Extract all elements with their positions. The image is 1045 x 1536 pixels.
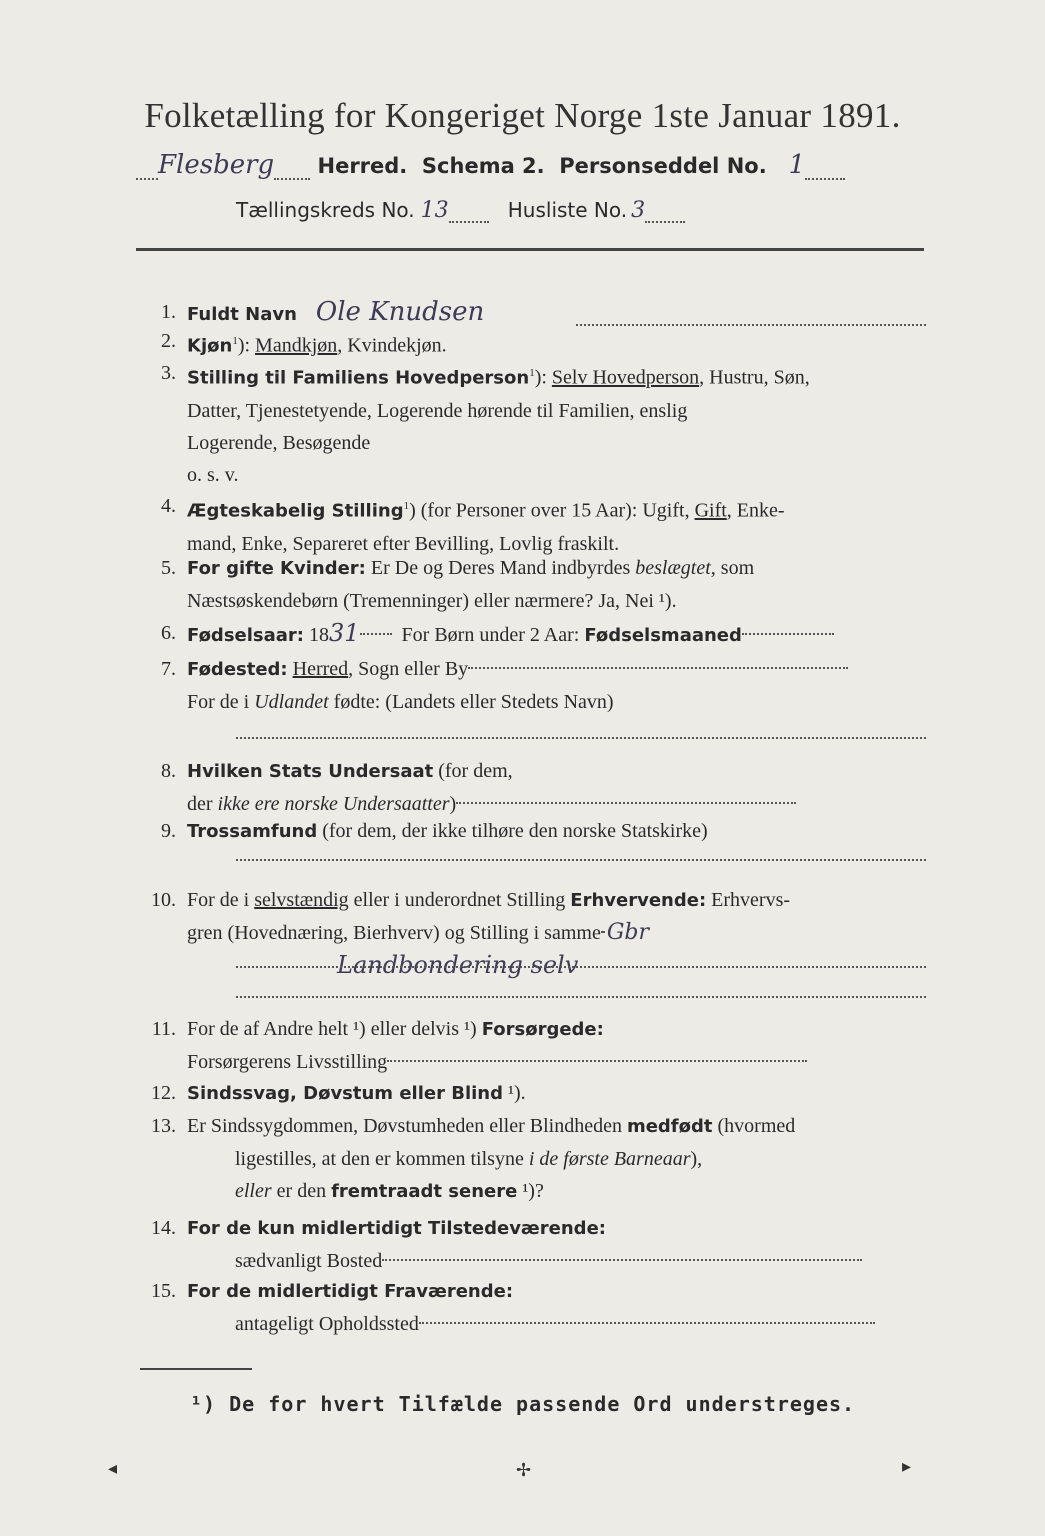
item-text: er den — [271, 1180, 332, 1202]
corner-mark-icon: ◂ — [108, 1458, 118, 1479]
item-text-italic: beslægtet, — [635, 557, 716, 579]
item-text: Er De og Deres Mand indbyrdes — [365, 557, 636, 579]
dotted-leader — [236, 966, 926, 968]
item-label: Fødselsaar: — [187, 625, 304, 646]
item-number: 11. — [151, 1018, 176, 1040]
item-label: Stilling til Familiens Hovedperson — [187, 367, 530, 389]
option-selected: Selv Hovedperson — [551, 366, 700, 389]
item-5-married-women — [136, 552, 926, 618]
personseddel-value: 1 — [788, 150, 806, 180]
dotted-leader — [236, 996, 926, 998]
dotted-leader — [468, 667, 848, 669]
footnote-ref: 1 — [403, 500, 410, 512]
dotted-leader — [382, 1259, 862, 1261]
item-text: sædvanligt Bosted — [235, 1250, 383, 1272]
item-text: Er Sindssygdommen, Døvstumheden eller Blindheden — [187, 1115, 627, 1137]
item-7-birthplace — [136, 653, 926, 743]
item-text-line: Næstsøskendebørn (Tremenninger) eller nærmere? Ja, Nei ¹). — [187, 590, 677, 612]
occupation-value-2: Landbondering selv — [337, 951, 579, 979]
header-divider — [136, 248, 924, 251]
item-text: (for dem, — [433, 760, 513, 782]
item-text-italic: Udlandet — [254, 691, 329, 713]
item-text-line: mand, Enke, Separeret efter Bevilling, Lovlig fraskilt. — [187, 532, 620, 555]
option-selected: Herred — [292, 658, 349, 680]
item-label: For de midlertidigt Fraværende: — [187, 1281, 514, 1302]
footnote-divider — [140, 1368, 252, 1370]
item-text: (hvormed — [712, 1115, 796, 1137]
item-text-line: Datter, Tjenestetyende, Logerende hørende til Familien, enslig — [187, 399, 688, 422]
item-label: Kjøn — [187, 335, 233, 357]
item-label: Hvilken Stats Undersaat — [187, 761, 434, 782]
dotted-leader — [274, 158, 310, 180]
item-text: fødte: (Landets eller Stedets Navn) — [328, 691, 614, 713]
footnote: ¹) De for hvert Tilfælde passende Ord understreges. — [190, 1392, 856, 1416]
option-selected: Mandkjøn — [255, 334, 338, 357]
item-text: ): — [534, 366, 552, 389]
dotted-leader — [387, 1060, 807, 1062]
option-selected: Gift — [694, 499, 727, 522]
item-text-italic: i de første Barneaar — [528, 1148, 691, 1170]
item-14-temporary-present — [136, 1212, 926, 1278]
item-text: (for dem, der ikke tilhøre den norske Statskirke) — [317, 820, 708, 842]
dotted-leader — [601, 931, 605, 933]
item-number: 14. — [151, 1217, 176, 1239]
dotted-leader — [136, 158, 158, 180]
item-text-line: o. s. v. — [187, 463, 239, 486]
item-label: Fødselsmaaned — [584, 625, 742, 646]
item-15-temporary-absent — [136, 1275, 926, 1341]
dotted-leader — [742, 633, 834, 635]
dotted-leader — [449, 201, 489, 223]
item-text: antageligt Opholdssted — [235, 1313, 419, 1335]
item-text: For Børn under 2 Aar: — [401, 624, 585, 646]
item-label: medfødt — [626, 1116, 713, 1137]
item-text: som — [715, 557, 755, 579]
item-text: , Sogn eller By — [348, 658, 469, 680]
item-text: 18 — [304, 624, 329, 646]
item-3-position — [136, 357, 926, 487]
item-12-disability — [136, 1077, 926, 1111]
option-selected: selvstændig — [254, 889, 349, 911]
item-text: For de i — [187, 691, 255, 713]
item-number: 13. — [151, 1115, 176, 1137]
item-number: 4. — [161, 495, 176, 517]
item-text: der — [187, 793, 218, 815]
item-number: 5. — [161, 557, 176, 579]
item-number: 7. — [161, 658, 176, 680]
item-4-marital — [136, 490, 926, 556]
husliste-value: 3 — [631, 198, 646, 223]
item-text: ¹). — [502, 1082, 526, 1104]
item-text: ): — [237, 334, 256, 357]
item-number: 8. — [161, 760, 176, 782]
item-text: ) (for Personer over 15 Aar): Ugift, — [409, 499, 695, 522]
item-text-line: Logerende, Besøgende — [187, 431, 371, 454]
footnote-ref: 1 — [529, 367, 535, 379]
item-label: fremtraadt senere — [331, 1181, 518, 1202]
dotted-leader — [236, 737, 926, 739]
item-9-religion — [136, 815, 926, 871]
item-text-italic: ikke ere norske Undersaatter — [217, 793, 450, 815]
personseddel-label: Personseddel No. — [559, 154, 767, 178]
item-10-occupation — [136, 884, 926, 1004]
option-text: , Kvindekjøn. — [337, 334, 447, 357]
item-label: For gifte Kvinder: — [187, 558, 366, 579]
kreds-value: 13 — [420, 198, 449, 223]
item-label: Sindssvag, Døvstum eller Blind — [187, 1083, 503, 1104]
header-row-herred — [136, 150, 926, 184]
footnote-ref: 1 — [232, 335, 238, 347]
item-text: For de af Andre helt ¹) eller delvis ¹) — [187, 1018, 482, 1040]
occupation-value-1: Gbr — [606, 920, 650, 945]
item-text: gren (Hovednæring, Bierhverv) og Stilling i samme — [187, 922, 601, 944]
item-text: ligestilles, at den er kommen tilsyne — [235, 1148, 529, 1170]
item-8-citizenship — [136, 755, 926, 821]
item-number: 6. — [161, 622, 176, 644]
item-label: Erhvervende: — [570, 890, 707, 911]
item-text-italic: eller — [235, 1180, 272, 1202]
dotted-leader — [419, 1322, 875, 1324]
item-number: 12. — [151, 1082, 176, 1104]
item-text: ), — [690, 1148, 703, 1170]
form-title: Folketælling for Kongeriget Norge 1ste Januar 1891. — [144, 96, 901, 135]
center-mark-icon: ✢ — [516, 1460, 532, 1481]
item-label: Ægteskabelig Stilling — [187, 500, 404, 522]
item-label: Fødested: — [187, 659, 288, 680]
item-number: 1. — [161, 301, 176, 323]
item-number: 9. — [161, 820, 176, 842]
dotted-leader — [236, 859, 926, 861]
option-text: , Hustru, Søn, — [699, 366, 810, 389]
item-2-gender — [136, 325, 926, 359]
kreds-label: Tællingskreds No. — [236, 198, 415, 222]
item-11-dependents — [136, 1013, 926, 1079]
item-label: Fuldt Navn — [187, 304, 297, 325]
item-number: 15. — [151, 1280, 176, 1302]
dotted-leader — [360, 633, 392, 635]
name-value: Ole Knudsen — [315, 297, 485, 327]
husliste-label: Husliste No. — [507, 198, 628, 222]
item-label: Forsørgede: — [481, 1019, 604, 1040]
item-text: ) — [449, 793, 457, 815]
item-13-congenital — [136, 1110, 926, 1210]
item-number: 10. — [151, 889, 176, 911]
dotted-leader — [805, 158, 845, 180]
herred-label: Herred. — [317, 154, 408, 178]
item-number: 2. — [161, 330, 176, 352]
herred-value: Flesberg — [158, 150, 275, 180]
item-text: For de i — [187, 889, 255, 911]
dotted-leader — [456, 802, 796, 804]
birth-year-value: 31 — [329, 619, 360, 647]
item-text: Erhvervs- — [706, 889, 791, 911]
item-6-birth-year — [136, 617, 926, 651]
item-text: eller i underordnet Stilling — [348, 889, 571, 911]
item-label: Trossamfund — [187, 821, 318, 842]
header-row-kreds — [236, 198, 836, 223]
item-number: 3. — [161, 362, 176, 384]
item-text: Forsørgerens Livsstilling — [187, 1051, 388, 1073]
item-text: , Enke- — [726, 499, 785, 522]
dotted-leader — [645, 201, 685, 223]
schema-label: Schema 2. — [421, 154, 545, 178]
corner-mark-icon: ▸ — [902, 1456, 912, 1477]
item-label: For de kun midlertidigt Tilstedeværende: — [187, 1218, 606, 1239]
item-text: ¹)? — [517, 1180, 544, 1202]
